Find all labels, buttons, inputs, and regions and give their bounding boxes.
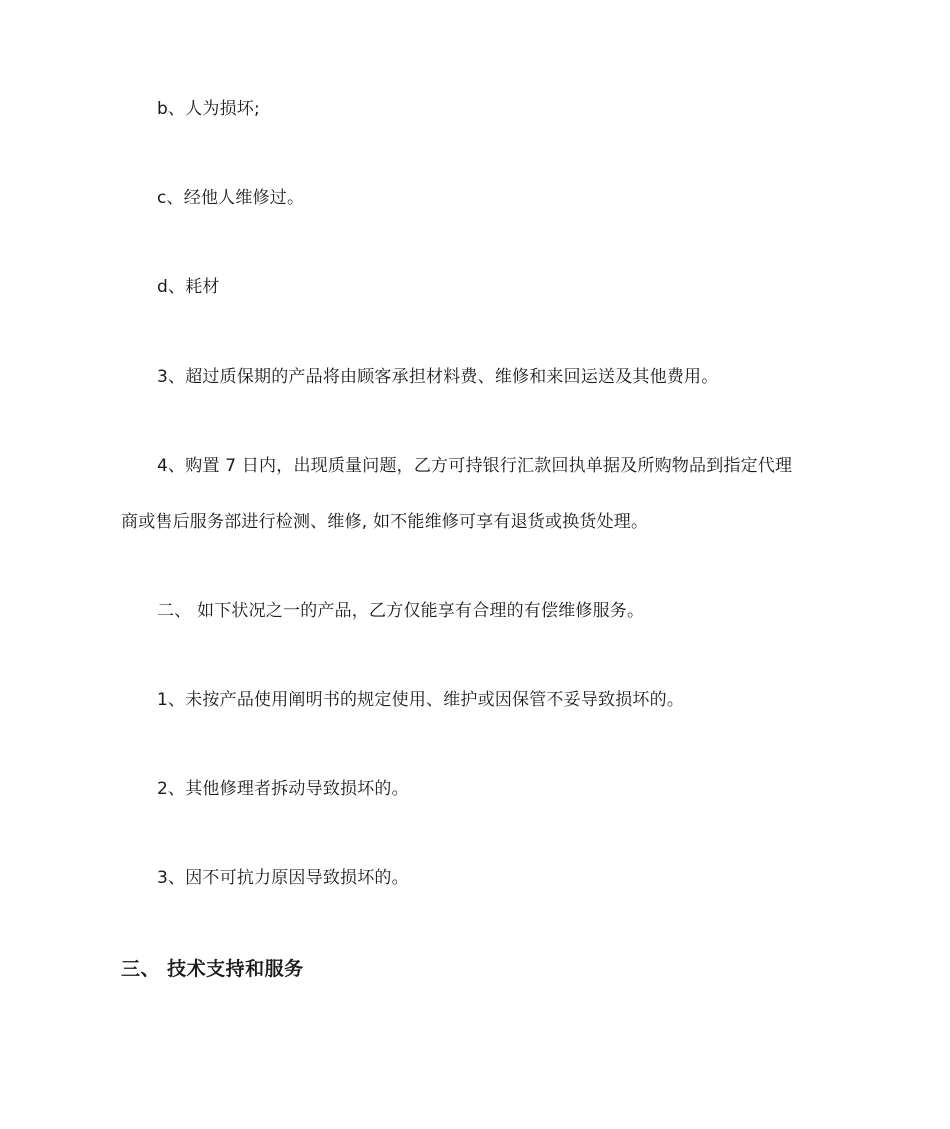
section-two-item-3: 3、因不可抗力原因导致损坏的。: [157, 868, 409, 888]
section-three-heading: 三、 技术支持和服务: [121, 958, 304, 980]
item-4-seven-days-line1: 4、购置 7 日内，出现质量问题，乙方可持银行汇款回执单据及所购物品到指定代理: [157, 456, 793, 476]
section-two-intro: 二、 如下状况之一的产品，乙方仅能享有合理的有偿维修服务。: [157, 601, 645, 621]
section-two-item-1: 1、未按产品使用阐明书的规定使用、维护或因保管不妥导致损坏的。: [157, 690, 685, 710]
item-3-warranty-expired: 3、超过质保期的产品将由顾客承担材料费、维修和来回运送及其他费用。: [157, 367, 719, 387]
section-two-item-2: 2、其他修理者拆动导致损坏的。: [157, 779, 409, 799]
clause-d: d、耗材: [157, 277, 220, 297]
clause-b: b、人为损坏;: [157, 99, 260, 119]
item-4-seven-days-line2: 商或售后服务部进行检测、维修, 如不能维修可享有退货或换货处理。: [121, 512, 649, 532]
clause-c: c、经他人维修过。: [157, 188, 305, 208]
